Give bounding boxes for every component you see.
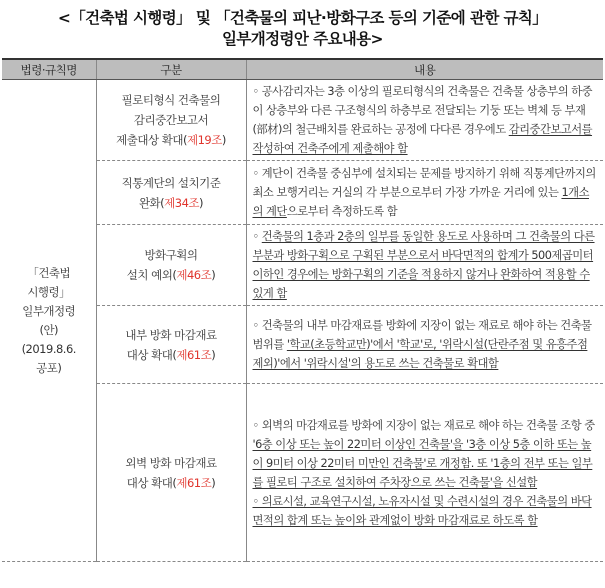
category-cell — [96, 80, 246, 161]
table-header-row — [2, 59, 603, 80]
content-paragraph: ◦ 건축물의 1층과 2층의 일부를 동일한 용도로 사용하며 그 건축물의 다른 부분과 방화구획으로 구획된 부분으로서 바닥면적의 합계가 500제곱미터 이하인 경우에는 방화구획의 기준을 적용하지 않거나 완화하여 적용할 수 있게 함 — [252, 230, 595, 300]
title-line-2: 일부개정령안 주요내용> — [222, 30, 383, 48]
title-line-1: <「건축법 시행령」 및 「건축물의 피난·방화구조 등의 기준에 관한 규칙」 — [57, 9, 548, 27]
content-cell — [246, 80, 603, 161]
law-name-line: 시행령」 — [27, 284, 71, 299]
category-cell — [96, 225, 246, 306]
content-cell — [246, 306, 603, 384]
header-content: 내용 — [246, 59, 603, 80]
content-paragraph: ◦ 계단이 건축물 중심부에 설치되는 문제를 방지하기 위해 직통계단까지의 최소 보행거리는 거실의 각 부분으로부터 가장 가까운 거리에 있는 1개소의 계단으로부터 측정하도록 함 — [252, 167, 596, 218]
table-row — [2, 80, 603, 161]
header-law: 법령·규칙명 — [2, 59, 96, 80]
category-label: 내부 방화 마감재료 — [125, 327, 217, 342]
law-name-line: (2019.8.6. — [21, 341, 76, 356]
content-cell — [246, 225, 603, 306]
category-label: 설치 예외(제46조) — [126, 268, 216, 282]
article-ref: 제61조 — [176, 347, 212, 362]
article-ref: 제34조 — [164, 195, 200, 210]
law-name-line: 공포) — [36, 360, 62, 375]
category-label: 감리중간보고서 — [133, 113, 209, 127]
content-cell — [246, 161, 603, 225]
content-paragraph: ◦ 건축물의 내부 마감재료를 방화에 지장이 없는 재료로 해야 하는 건축물 범위를 '학교(초등학교만)'에서 '학교'로, '위락시설(단란주점 및 유흥주점 제외)'에서 '위락시설'의 용도로 쓰는 건축물로 확대함 — [252, 319, 592, 370]
category-cell — [96, 384, 246, 562]
category-label: 제출대상 확대(제19조) — [116, 133, 226, 147]
content-paragraph: ◦ 의료시설, 교육연구시설, 노유자시설 및 수련시설의 경우 건축물의 바닥면적의 합계 또는 높이와 관계없이 방화 마감재료로 하도록 함 — [252, 494, 592, 527]
category-label: 외벽 방화 마감재료 — [125, 455, 217, 470]
law-name-line: 일부개정령 — [22, 303, 76, 318]
category-label: 방화구획의 — [144, 248, 198, 262]
article-ref: 제19조 — [186, 133, 222, 147]
category-cell — [96, 161, 246, 225]
category-cell — [96, 306, 246, 384]
article-ref: 제61조 — [176, 475, 212, 490]
category-label: 대상 확대(제61조) — [126, 347, 216, 362]
law-name-line: (안) — [39, 322, 59, 337]
content-paragraph: ◦ 공사감리자는 3층 이상의 필로티형식의 건축물은 건축물 상층부의 하중이 상층부와 다른 구조형식의 하층부로 전달되는 기둥 또는 벽체 등 부재(部材)의 철근배치를 완료하는 공정에 다다른 경우에도 감리중간보고서를 작성하여 건축주에게 제출해야 함 — [252, 85, 593, 155]
category-label: 대상 확대(제61조) — [126, 475, 216, 490]
article-ref: 제46조 — [176, 268, 212, 282]
content-cell — [246, 384, 603, 562]
amendment-table — [2, 58, 603, 562]
category-label: 완화(제34조) — [138, 195, 204, 210]
category-label: 직통계단의 설치기준 — [121, 175, 221, 190]
content-paragraph: ◦ 외벽의 마감재료를 방화에 지장이 없는 재료로 해야 하는 건축물 조항 중 '6층 이상 또는 높이 22미터 이상인 건축물'을 '3층 이상 5층 이하 또는 높이 9미터 이상 22미터 미만인 건축물'로 개정함. 또 '1층의 전부 또는 일부를 필로티 구조로 설치하여 주차장으로 쓰는 건축물'을 신설함 — [252, 418, 595, 489]
document-title — [0, 0, 605, 58]
law-name-line: 「건축법 — [27, 265, 71, 280]
category-label: 필로티형식 건축물의 — [121, 93, 221, 107]
law-name-cell — [2, 80, 96, 562]
header-category: 구분 — [96, 59, 246, 80]
